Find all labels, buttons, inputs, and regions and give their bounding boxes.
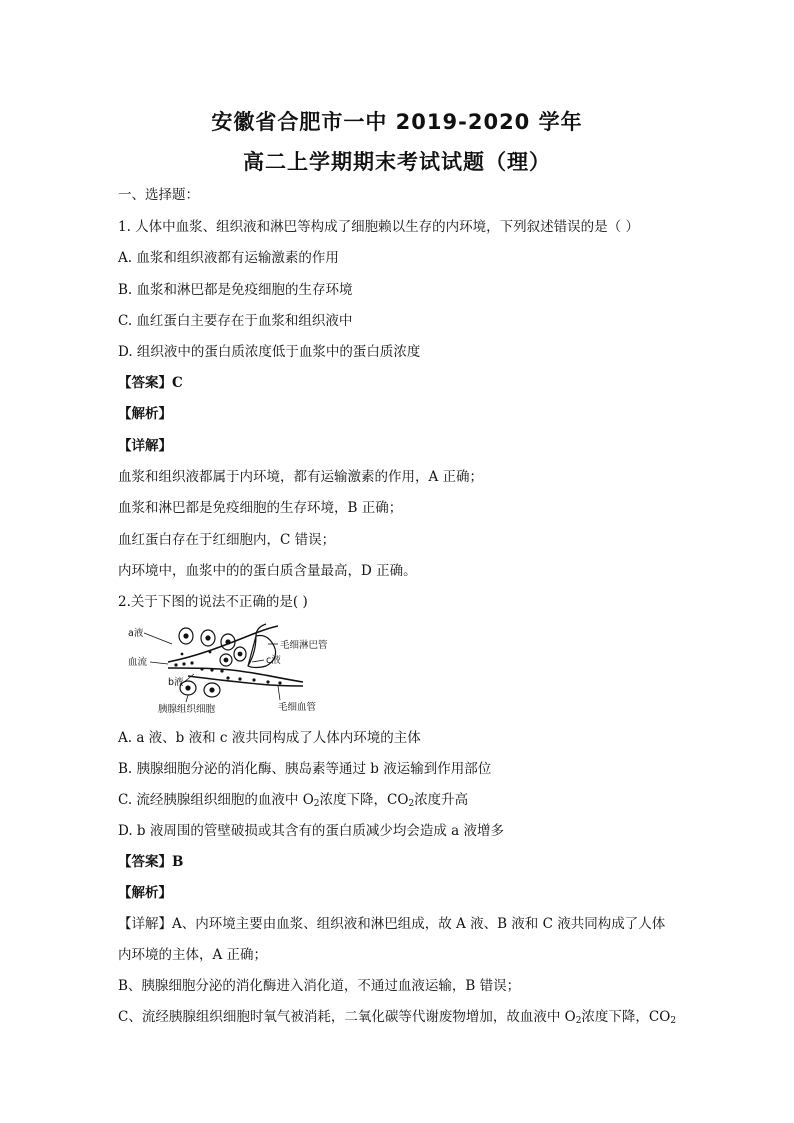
q1-option-d: D. 组织液中的蛋白质浓度低于血浆中的蛋白质浓度: [118, 344, 421, 360]
q1-stem: 1. 人体中血浆、组织液和淋巴等构成了细胞赖以生存的内环境，下列叙述错误的是（ ）: [118, 219, 639, 235]
leader-c: [252, 660, 264, 662]
capillary-lower-wall: [168, 668, 303, 682]
q2-stem: 2.关于下图的说法不正确的是( ): [118, 594, 308, 610]
q2-option-b: B. 胰腺细胞分泌的消化酶、胰岛素等通过 b 液运输到作用部位: [118, 761, 492, 777]
q1-explain-2: 血浆和淋巴都是免疫细胞的生存环境，B 正确；: [118, 500, 403, 516]
leader-pancreas: [186, 695, 188, 702]
q1-explain-1: 血浆和组织液都属于内环境，都有运输激素的作用，A 正确；: [118, 469, 484, 485]
label-b-fluid: b液: [168, 677, 184, 688]
label-c-fluid: c液: [266, 655, 281, 666]
leader-a: [144, 633, 172, 644]
q2-option-a: A. a 液、b 液和 c 液共同构成了人体内环境的主体: [118, 730, 421, 746]
leader-flow: [150, 662, 168, 664]
label-a-fluid: a液: [128, 628, 144, 639]
q2-detail-4: C、流经胰腺组织细胞时氧气被消耗，二氧化碳等代谢废物增加，故血液中 $O_2$浓度下降，$CO_2$: [118, 1009, 677, 1026]
q2-detail-3: B、胰腺细胞分泌的消化酶进入消化道，不通过血液运输，B 错误；: [118, 978, 521, 994]
q1-analysis-heading: 【解析】: [118, 406, 172, 422]
q2-option-d: D. b 液周围的管壁破损或其含有的蛋白质减少均会造成 a 液增多: [118, 823, 504, 839]
q2-option-c: C. 流经胰腺组织细胞的血液中 $O_2$浓度下降，$CO_2$浓度升高: [118, 792, 469, 809]
label-pancreas-cell: 胰腺组织细胞: [158, 704, 216, 715]
label-capillary: 毛细血管: [278, 702, 317, 713]
q1-explain-4: 内环境中，血浆中的的蛋白质含量最高，D 正确。: [118, 563, 417, 579]
q1-option-c: C. 血红蛋白主要存在于血浆和组织液中: [118, 313, 353, 329]
document-subtitle: 高二上学期期末考试试题（理）: [243, 150, 551, 174]
q1-option-a: A. 血浆和组织液都有运输激素的作用: [118, 250, 339, 266]
tissue-diagram: [128, 622, 338, 718]
label-blood-flow: 血流: [128, 657, 148, 668]
label-lymph-capillary: 毛细淋巴管: [280, 640, 328, 651]
q2-analysis-heading: 【解析】: [118, 885, 172, 901]
q1-detail-heading: 【详解】: [118, 438, 172, 454]
q1-explain-3: 血红蛋白存在于红细胞内，C 错误；: [118, 532, 336, 548]
section-heading: 一、选择题：: [118, 187, 199, 203]
capillary-bottom-wall: [188, 676, 303, 686]
leader-capillary: [278, 686, 280, 700]
q2-answer: 【答案】B: [118, 854, 184, 870]
q2-detail-1: 【详解】A、内环境主要由血浆、组织液和淋巴组成，故 A 液、B 液和 C 液共同构成了人体: [118, 916, 666, 932]
q1-option-b: B. 血浆和淋巴都是免疫细胞的生存环境: [118, 282, 353, 298]
tissue-cells-upper: [179, 628, 246, 666]
q1-answer: 【答案】C: [118, 375, 183, 391]
document-title: 安徽省合肥市一中 2019-2020 学年: [211, 110, 583, 134]
tissue-cells-lower: [180, 681, 220, 697]
q2-detail-2: 内环境的主体，A 正确；: [118, 947, 268, 963]
